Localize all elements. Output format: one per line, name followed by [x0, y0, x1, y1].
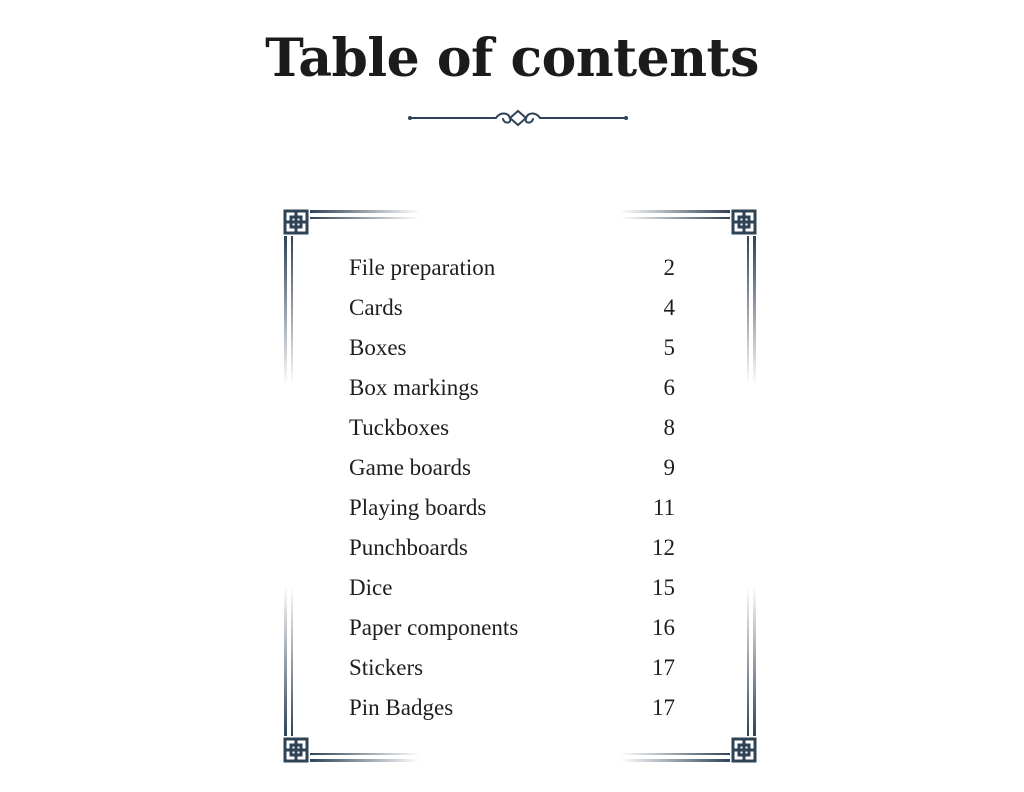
toc-entry-file-preparation[interactable] — [349, 248, 677, 288]
toc-list — [349, 248, 677, 728]
toc-entry-page: 9 — [663, 455, 675, 480]
page-title: Table of contents — [265, 28, 759, 89]
toc-entry-paper-components[interactable] — [349, 608, 677, 648]
toc-entry-game-boards[interactable] — [349, 448, 677, 488]
toc-entry-page: 2 — [663, 255, 675, 280]
toc-entry-cards[interactable] — [349, 288, 677, 328]
title-divider-ornament — [408, 106, 628, 130]
toc-entry-page: 16 — [652, 615, 675, 640]
toc-entry-page: 11 — [652, 495, 675, 520]
toc-entry-tuckboxes[interactable] — [349, 408, 677, 448]
toc-entry-page: 15 — [652, 575, 675, 600]
toc-entry-label: Paper components — [349, 615, 519, 640]
toc-entry-label: Stickers — [349, 655, 424, 680]
toc-entry-label: Cards — [349, 295, 403, 320]
toc-entry-page: 17 — [652, 695, 675, 720]
toc-entry-label: Playing boards — [349, 495, 487, 520]
toc-entry-label: Game boards — [349, 455, 471, 480]
toc-entry-label: File preparation — [349, 255, 496, 280]
toc-entry-label: Dice — [349, 575, 393, 600]
toc-entry-label: Boxes — [349, 335, 407, 360]
toc-entry-page: 8 — [663, 415, 675, 440]
toc-entry-box-markings[interactable] — [349, 368, 677, 408]
toc-entry-boxes[interactable] — [349, 328, 677, 368]
toc-entry-stickers[interactable] — [349, 648, 677, 688]
toc-entry-page: 5 — [663, 335, 675, 360]
toc-entry-punchboards[interactable] — [349, 528, 677, 568]
toc-entry-page: 4 — [663, 295, 675, 320]
toc-entry-dice[interactable] — [349, 568, 677, 608]
toc-entry-label: Punchboards — [349, 535, 468, 560]
toc-entry-pin-badges[interactable] — [349, 688, 677, 728]
toc-entry-playing-boards[interactable] — [349, 488, 677, 528]
toc-entry-page: 17 — [652, 655, 675, 680]
toc-entry-label: Pin Badges — [349, 695, 454, 720]
toc-entry-page: 6 — [663, 375, 675, 400]
toc-entry-page: 12 — [652, 535, 675, 560]
toc-entry-label: Box markings — [349, 375, 479, 400]
toc-entry-label: Tuckboxes — [349, 415, 450, 440]
